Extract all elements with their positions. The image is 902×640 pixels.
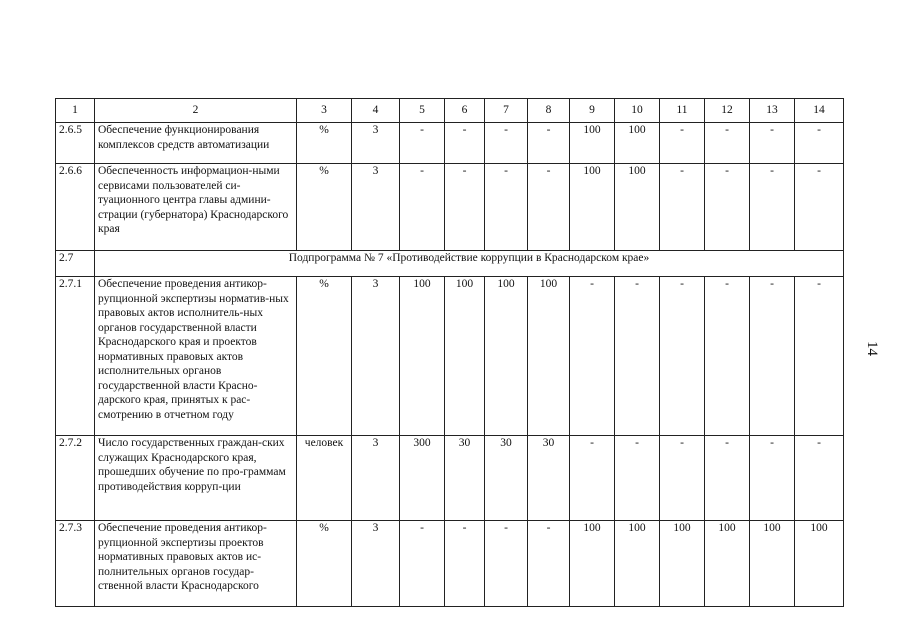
value-cell: 30	[528, 436, 570, 521]
value-cell: 100	[660, 521, 705, 607]
value-cell: -	[528, 521, 570, 607]
value-cell: -	[705, 277, 750, 436]
row-number: 2.7.1	[56, 277, 95, 436]
value-cell: -	[485, 521, 528, 607]
table-row	[56, 521, 844, 607]
value-cell: 30	[485, 436, 528, 521]
table-row	[56, 277, 844, 436]
value-cell: 100	[570, 164, 615, 251]
value-cell: 100	[400, 277, 445, 436]
value-cell: 100	[795, 521, 844, 607]
value-cell: -	[795, 123, 844, 164]
section-number: 2.7	[56, 251, 95, 277]
header-cell: 11	[660, 99, 705, 123]
value-cell: -	[528, 164, 570, 251]
value-cell: -	[400, 123, 445, 164]
indicator-name: Обеспеченность информацион-ными сервисами пользователей си-туационного центра главы админи-страции (губернатора) Краснодарского края	[95, 164, 297, 251]
value-cell: -	[660, 436, 705, 521]
value-cell: -	[750, 123, 795, 164]
value-cell: 100	[570, 123, 615, 164]
unit-cell: %	[297, 164, 352, 251]
indicator-name: Обеспечение функционирования комплексов средств автоматизации	[95, 123, 297, 164]
unit-cell: %	[297, 123, 352, 164]
table-row	[56, 436, 844, 521]
value-cell: -	[570, 277, 615, 436]
value-cell: -	[795, 164, 844, 251]
section-title: Подпрограмма № 7 «Противодействие коррупции в Краснодарском крае»	[95, 251, 844, 277]
indicators-table	[55, 98, 844, 607]
value-cell: 100	[615, 164, 660, 251]
value-cell: -	[660, 164, 705, 251]
value-cell: -	[445, 164, 485, 251]
value-cell: -	[705, 436, 750, 521]
header-cell: 7	[485, 99, 528, 123]
row-number: 2.6.6	[56, 164, 95, 251]
unit-cell: %	[297, 277, 352, 436]
value-cell: -	[705, 164, 750, 251]
value-cell: 100	[615, 123, 660, 164]
unit-cell: %	[297, 521, 352, 607]
value-cell: -	[528, 123, 570, 164]
header-cell: 5	[400, 99, 445, 123]
value-cell: 3	[352, 436, 400, 521]
header-cell: 9	[570, 99, 615, 123]
header-cell: 1	[56, 99, 95, 123]
row-number: 2.7.3	[56, 521, 95, 607]
value-cell: 30	[445, 436, 485, 521]
unit-cell: человек	[297, 436, 352, 521]
value-cell: -	[485, 164, 528, 251]
value-cell: 100	[705, 521, 750, 607]
header-cell: 3	[297, 99, 352, 123]
value-cell: -	[750, 164, 795, 251]
value-cell: -	[750, 277, 795, 436]
value-cell: -	[445, 123, 485, 164]
value-cell: 100	[528, 277, 570, 436]
value-cell: -	[660, 277, 705, 436]
header-cell: 6	[445, 99, 485, 123]
value-cell: 100	[485, 277, 528, 436]
value-cell: -	[795, 277, 844, 436]
header-cell: 8	[528, 99, 570, 123]
row-number: 2.7.2	[56, 436, 95, 521]
header-cell: 4	[352, 99, 400, 123]
value-cell: 3	[352, 521, 400, 607]
value-cell: 3	[352, 277, 400, 436]
value-cell: 3	[352, 123, 400, 164]
header-cell: 13	[750, 99, 795, 123]
table-row	[56, 164, 844, 251]
indicator-name: Обеспечение проведения антикор-рупционной экспертизы норматив-ных правовых актов исполнитель-ных органов государственной власти Краснодарского края и проектов нормативных правовых актов исполнительных органов государственной власти Красно-дарского края, принятых к рас-смотрению в отчетном году	[95, 277, 297, 436]
value-cell: -	[615, 436, 660, 521]
header-cell: 14	[795, 99, 844, 123]
indicator-name: Число государственных граждан-ских служащих Краснодарского края, прошедших обучение по про-граммам противодействия корруп-ции	[95, 436, 297, 521]
table-row	[56, 123, 844, 164]
value-cell: 300	[400, 436, 445, 521]
value-cell: -	[485, 123, 528, 164]
header-cell: 12	[705, 99, 750, 123]
value-cell: -	[795, 436, 844, 521]
section-row	[56, 251, 844, 277]
indicator-name: Обеспечение проведения антикор-рупционной экспертизы проектов нормативных правовых актов ис-полнительных органов государ-ственной власти Краснодарского	[95, 521, 297, 607]
value-cell: 100	[615, 521, 660, 607]
value-cell: 100	[445, 277, 485, 436]
value-cell: -	[400, 521, 445, 607]
value-cell: 100	[750, 521, 795, 607]
value-cell: -	[660, 123, 705, 164]
value-cell: 3	[352, 164, 400, 251]
row-number: 2.6.5	[56, 123, 95, 164]
value-cell: -	[445, 521, 485, 607]
value-cell: -	[400, 164, 445, 251]
header-row	[56, 99, 844, 123]
value-cell: -	[615, 277, 660, 436]
page-number: 14	[864, 341, 880, 356]
value-cell: 100	[570, 521, 615, 607]
value-cell: -	[570, 436, 615, 521]
value-cell: -	[705, 123, 750, 164]
header-cell: 10	[615, 99, 660, 123]
header-cell: 2	[95, 99, 297, 123]
value-cell: -	[750, 436, 795, 521]
